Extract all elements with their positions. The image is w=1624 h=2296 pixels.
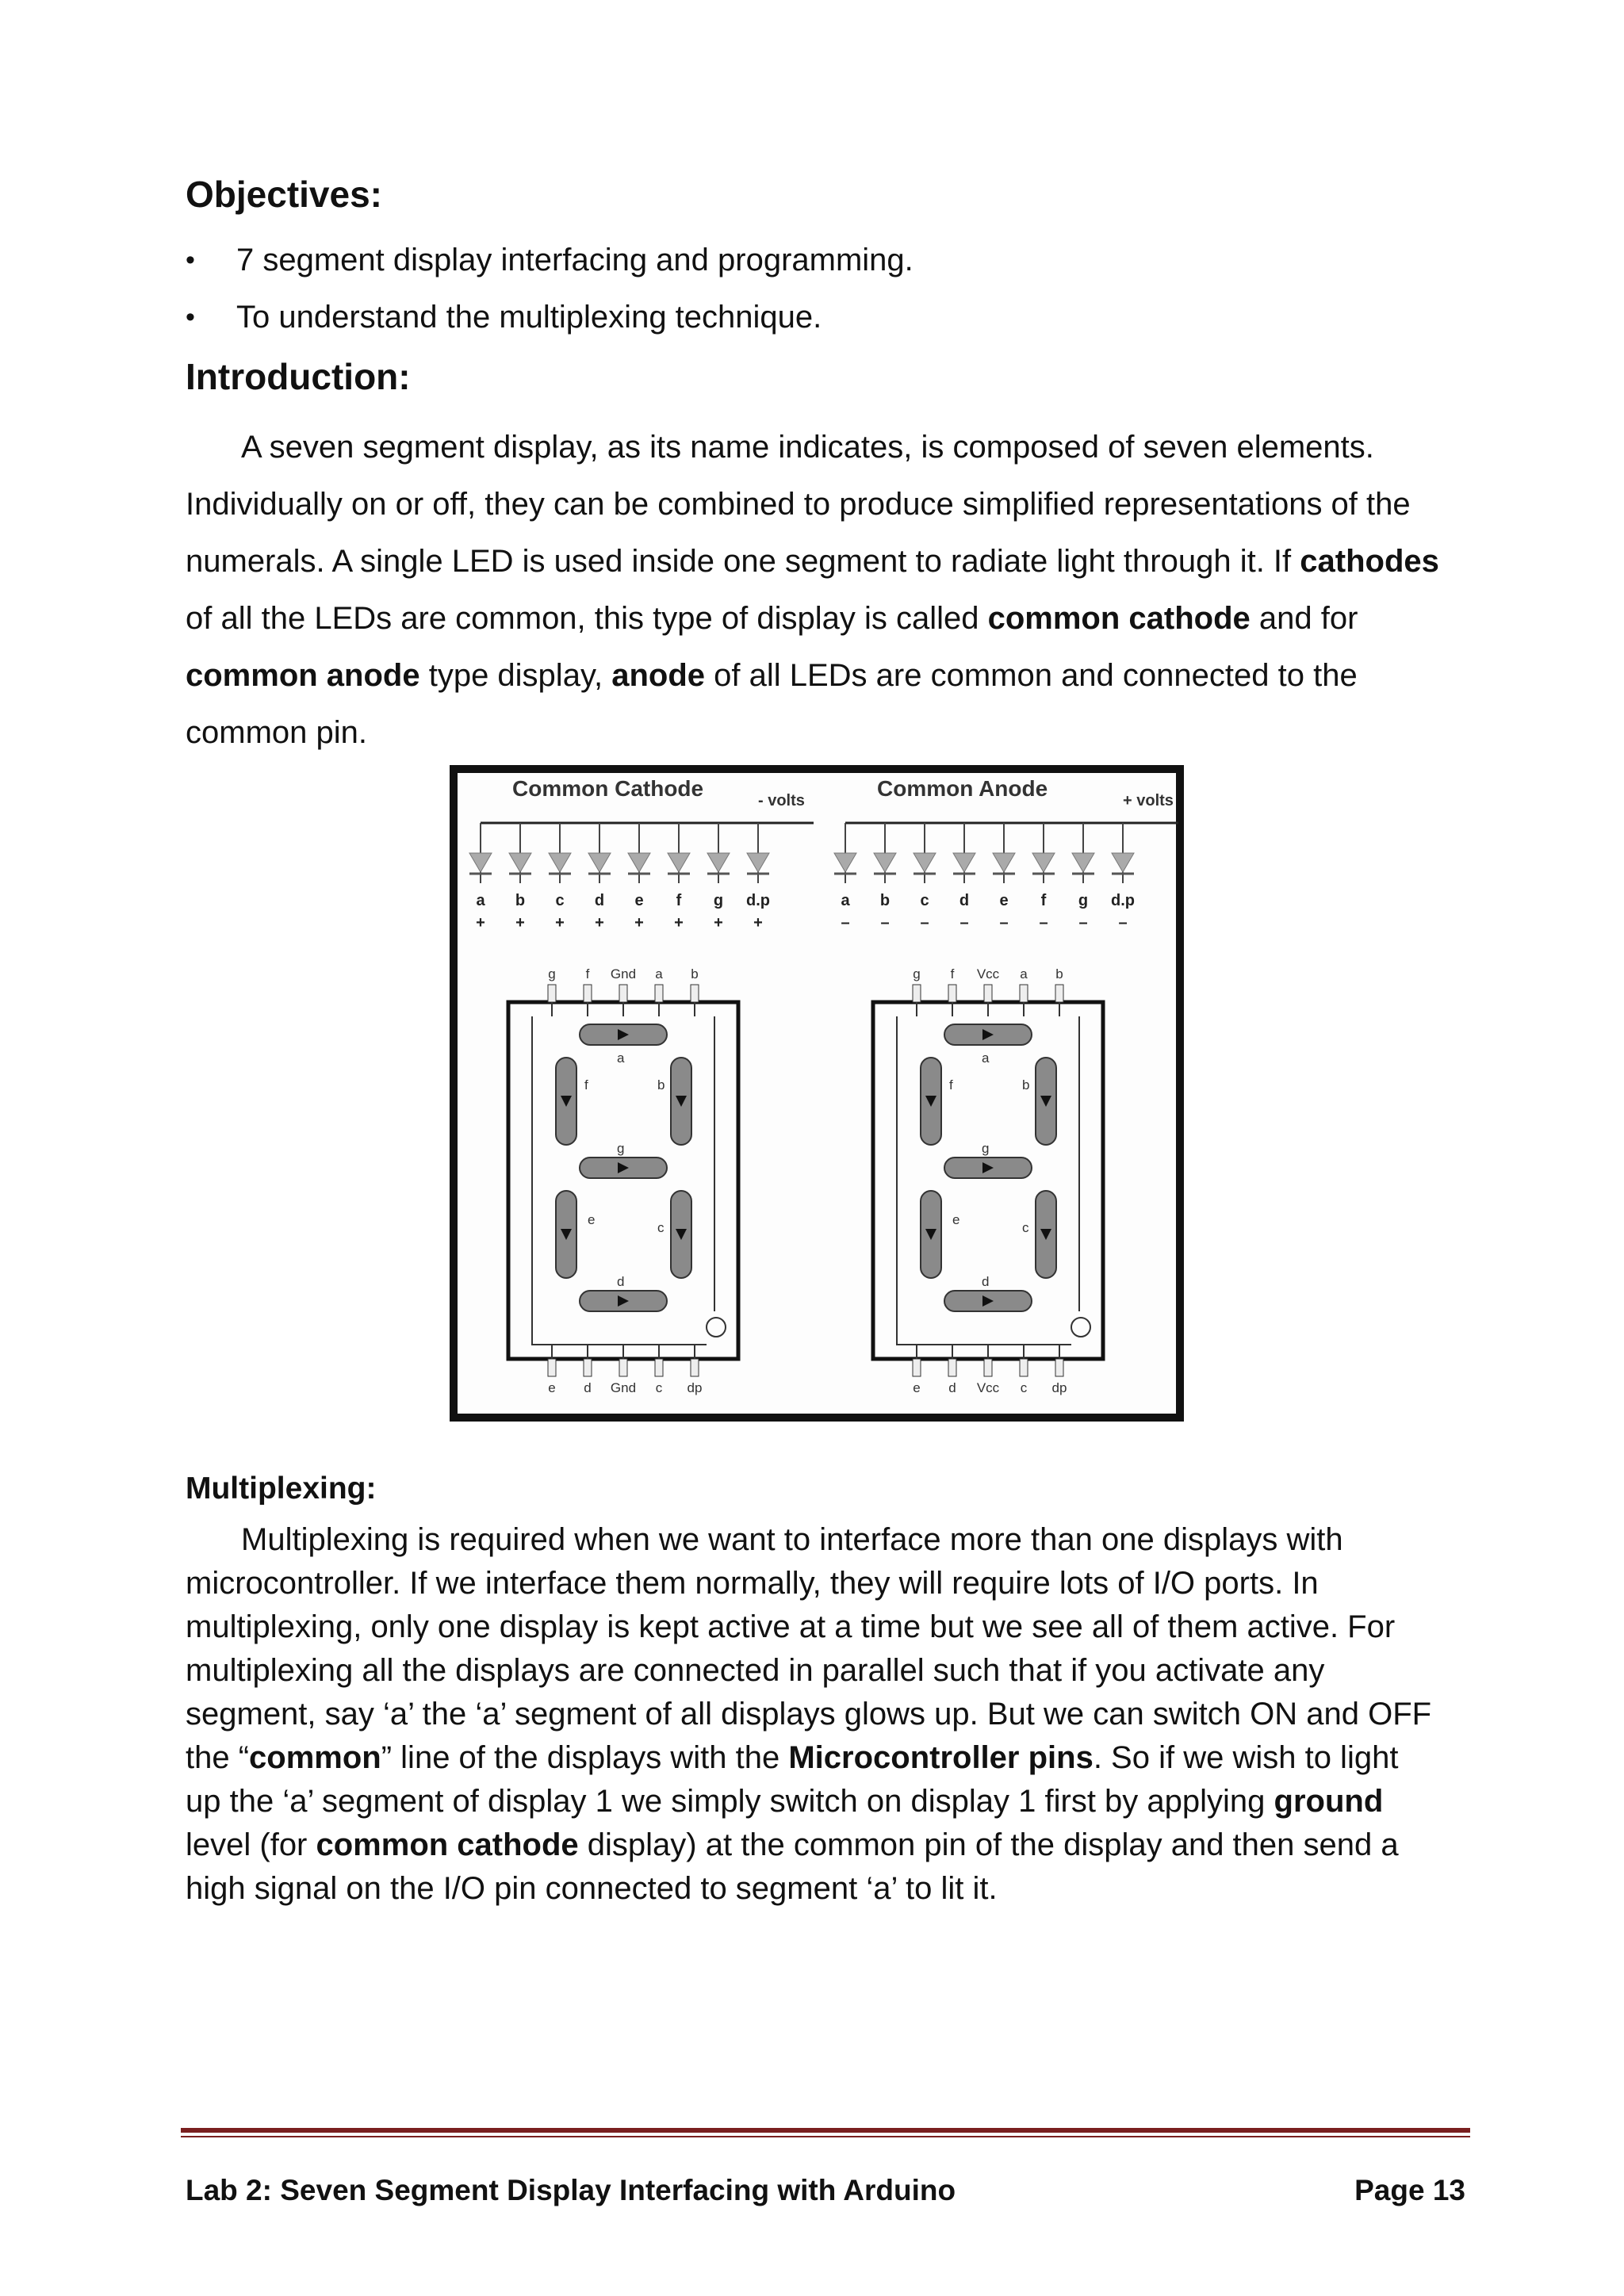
polarity-sign: +	[674, 914, 684, 932]
pin	[984, 1359, 992, 1376]
pin	[948, 1359, 956, 1376]
pin	[655, 985, 663, 1002]
segment-label: e	[999, 892, 1009, 909]
segment-label: d	[594, 892, 605, 909]
text-line	[186, 419, 1465, 476]
bottom-pin-label: c	[655, 1380, 663, 1395]
bold-term: common anode	[186, 658, 420, 693]
text-line	[186, 1693, 1465, 1736]
page-number: Page 13	[1354, 2174, 1465, 2206]
text-line	[186, 1780, 1465, 1823]
bold-term: Microcontroller pins	[788, 1740, 1094, 1775]
segment-letter: a	[982, 1050, 990, 1066]
text-line	[186, 704, 1465, 761]
text-line	[186, 1736, 1465, 1780]
text-line	[186, 476, 1465, 533]
polarity-sign: –	[959, 914, 969, 932]
footer-rule-thick	[181, 2128, 1470, 2133]
seven-segment-figure	[449, 764, 1185, 1422]
segment-label: a	[476, 892, 485, 909]
bold-term: anode	[611, 658, 705, 693]
segment-letter: g	[617, 1141, 625, 1156]
polarity-sign: +	[476, 914, 485, 932]
volts-label: - volts	[758, 792, 805, 809]
text-line	[186, 1867, 1465, 1911]
bold-term: common	[249, 1740, 381, 1775]
text-run: . So if we wish to light	[1093, 1740, 1399, 1775]
polarity-sign: –	[1118, 914, 1128, 932]
text-run: of all LEDs are common and connected to the	[705, 658, 1358, 693]
volts-label: + volts	[1123, 792, 1174, 809]
segment-letter: d	[617, 1274, 625, 1289]
pin	[619, 1359, 627, 1376]
bottom-pin-label: dp	[1051, 1380, 1067, 1395]
top-pin-label: Gnd	[610, 966, 637, 982]
segment-label: e	[634, 892, 644, 909]
text-run: display) at the common pin of the display and then send a	[578, 1827, 1399, 1862]
segment-label: c	[555, 892, 565, 909]
text-run: segment, say ‘a’ the ‘a’ segment of all displays glows up. But we can switch ON and OFF	[186, 1697, 1432, 1732]
footer-rule-thin	[181, 2136, 1470, 2137]
text-run: type display,	[419, 658, 612, 693]
text-run: microcontroller. If we interface them normally, they will require lots of I/O ports. In	[186, 1566, 1319, 1601]
polarity-sign: –	[841, 914, 850, 932]
text-run: up the ‘a’ segment of display 1 we simply switch on display 1 first by applying	[186, 1784, 1274, 1819]
segment-label: b	[879, 892, 891, 909]
text-line	[186, 1649, 1465, 1693]
segment-label: d	[959, 892, 970, 909]
text-line	[186, 590, 1465, 647]
segment-label: f	[676, 892, 682, 909]
segment-label: c	[920, 892, 929, 909]
objective-text: 7 segment display interfacing and programming.	[236, 243, 914, 277]
polarity-sign: –	[880, 914, 890, 932]
segment-letter: d	[982, 1274, 990, 1289]
pin	[984, 985, 992, 1002]
pin	[584, 985, 592, 1002]
polarity-sign: +	[714, 914, 723, 932]
text-line	[186, 533, 1465, 590]
polarity-sign: +	[753, 914, 763, 932]
top-pin-label: g	[913, 966, 921, 982]
bottom-pin-label: Gnd	[610, 1380, 637, 1395]
text-line	[186, 1605, 1465, 1649]
segment-label: g	[713, 892, 724, 909]
pin	[1020, 985, 1028, 1002]
bold-term: ground	[1274, 1784, 1384, 1819]
text-run: Multiplexing is required when we want to interface more than one displays with	[241, 1522, 1343, 1557]
text-run: common pin.	[186, 715, 367, 750]
text-run: of all the LEDs are common, this type of display is called	[186, 601, 988, 636]
polarity-sign: +	[595, 914, 604, 932]
text-line	[186, 1823, 1465, 1867]
text-run: Individually on or off, they can be combined to produce simplified representations of the	[186, 487, 1411, 522]
text-line	[186, 1518, 1465, 1562]
pin	[913, 1359, 921, 1376]
bottom-pin-label: d	[584, 1380, 592, 1395]
segment-letter: c	[1022, 1220, 1029, 1235]
top-pin-label: f	[950, 966, 955, 982]
pin	[948, 985, 956, 1002]
top-pin-label: f	[585, 966, 590, 982]
segment-label: d.p	[1111, 892, 1135, 909]
polarity-sign: –	[1039, 914, 1048, 932]
bottom-pin-label: e	[913, 1380, 921, 1395]
segment-letter: e	[952, 1212, 960, 1227]
pin	[691, 1359, 699, 1376]
text-line	[186, 1562, 1465, 1605]
segment-label: a	[841, 892, 850, 909]
text-run: ” line of the displays with the	[381, 1740, 789, 1775]
diagram-title: Common Cathode	[512, 776, 704, 801]
text-line	[186, 647, 1465, 704]
bottom-pin-label: Vcc	[976, 1380, 1000, 1395]
pin	[584, 1359, 592, 1376]
top-pin-label: Vcc	[976, 966, 1000, 982]
segment-label: d.p	[746, 892, 770, 909]
polarity-sign: +	[515, 914, 525, 932]
segment-letter: b	[1022, 1077, 1030, 1093]
pin	[913, 985, 921, 1002]
text-run: high signal on the I/O pin connected to segment ‘a’ to lit it.	[186, 1871, 998, 1906]
bold-term: common cathode	[316, 1827, 579, 1862]
objective-text: To understand the multiplexing technique.	[236, 300, 822, 335]
text-run: and for	[1250, 601, 1358, 636]
text-run: level (for	[186, 1827, 316, 1862]
segment-letter: c	[657, 1220, 665, 1235]
footer-title: Lab 2: Seven Segment Display Interfacing with Arduino	[186, 2174, 956, 2206]
segment-label: b	[515, 892, 526, 909]
pin	[1055, 985, 1063, 1002]
bullet: •	[186, 245, 195, 275]
segment-letter: f	[949, 1077, 953, 1093]
text-run: multiplexing, only one display is kept active at a time but we see all of them active. For	[186, 1609, 1396, 1644]
segment-label: g	[1078, 892, 1089, 909]
pin	[655, 1359, 663, 1376]
bottom-pin-label: c	[1020, 1380, 1028, 1395]
text-run: numerals. A single LED is used inside one segment to radiate light through it. If	[186, 544, 1300, 579]
pin	[1020, 1359, 1028, 1376]
polarity-sign: –	[1078, 914, 1088, 932]
bottom-pin-label: d	[948, 1380, 956, 1395]
bottom-pin-label: e	[548, 1380, 556, 1395]
diagram-title: Common Anode	[877, 776, 1048, 801]
top-pin-label: b	[691, 966, 699, 982]
top-pin-label: b	[1055, 966, 1063, 982]
multiplexing-paragraph	[186, 1518, 1465, 1911]
pin	[691, 985, 699, 1002]
pin	[619, 985, 627, 1002]
pin	[548, 1359, 556, 1376]
objective-item-1	[186, 243, 914, 278]
objectives-heading: Objectives:	[186, 174, 382, 215]
top-pin-label: a	[655, 966, 663, 982]
segment-letter: f	[584, 1077, 588, 1093]
objective-item-2	[186, 300, 822, 335]
polarity-sign: +	[634, 914, 644, 932]
segment-label: f	[1040, 892, 1047, 909]
text-run: the “	[186, 1740, 250, 1775]
bold-term: common cathode	[987, 601, 1251, 636]
top-pin-label: g	[548, 966, 556, 982]
polarity-sign: –	[920, 914, 929, 932]
pin	[548, 985, 556, 1002]
bullet: •	[186, 302, 195, 332]
pin	[1055, 1359, 1063, 1376]
segment-letter: g	[982, 1141, 990, 1156]
introduction-heading: Introduction:	[186, 356, 411, 397]
introduction-paragraph	[186, 419, 1465, 761]
segment-letter: b	[657, 1077, 665, 1093]
bottom-pin-label: dp	[687, 1380, 703, 1395]
text-run: A seven segment display, as its name indicates, is composed of seven elements.	[241, 430, 1374, 465]
segment-letter: e	[588, 1212, 596, 1227]
polarity-sign: –	[999, 914, 1009, 932]
segment-letter: a	[617, 1050, 625, 1066]
multiplexing-heading: Multiplexing:	[186, 1471, 377, 1506]
polarity-sign: +	[555, 914, 565, 932]
bold-term: cathodes	[1300, 544, 1439, 579]
text-run: multiplexing all the displays are connected in parallel such that if you activate any	[186, 1653, 1325, 1688]
top-pin-label: a	[1020, 966, 1028, 982]
